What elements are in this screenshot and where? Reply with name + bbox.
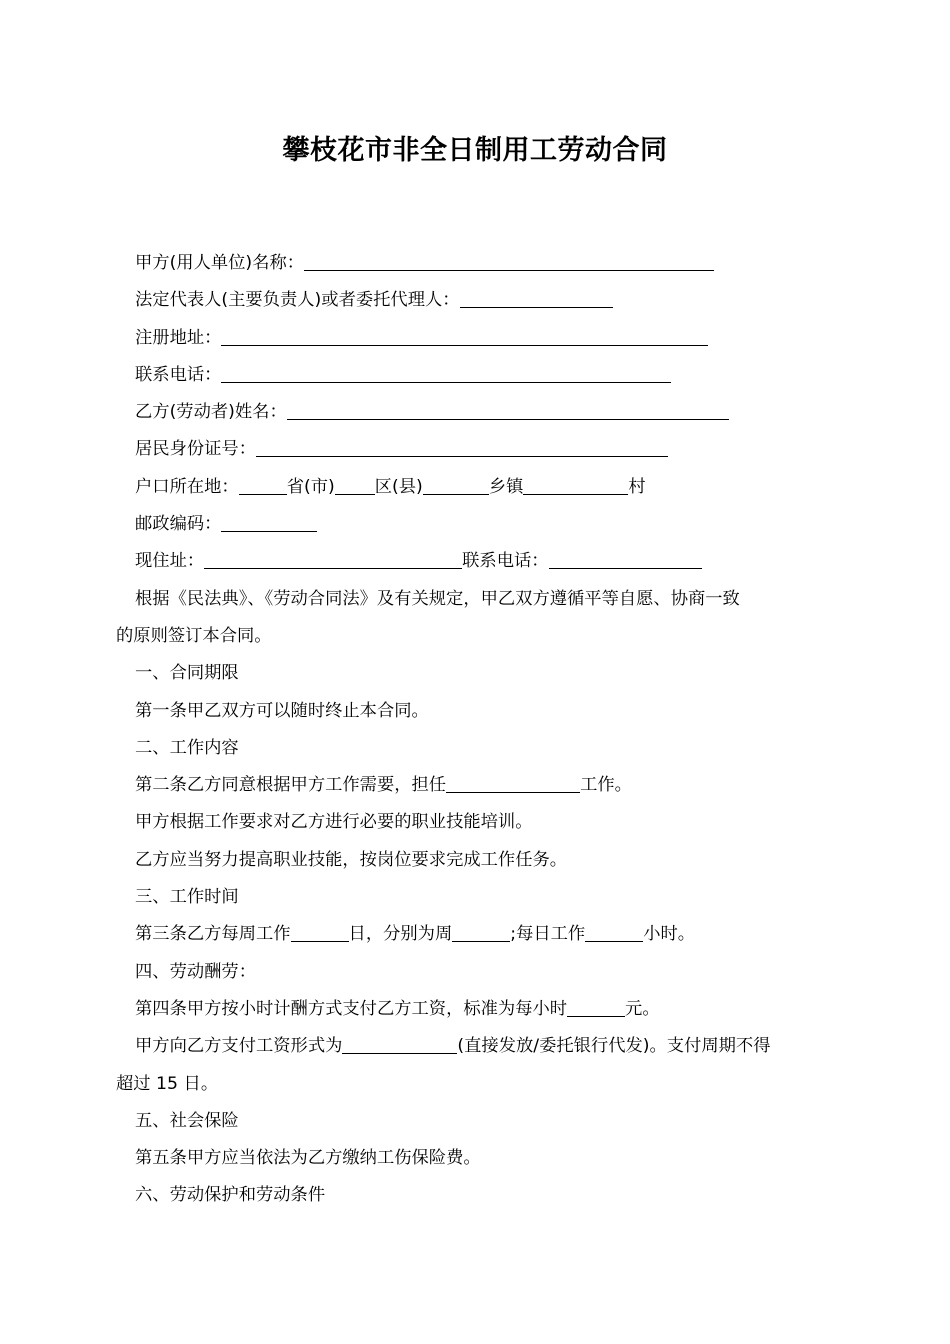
legal-rep-line <box>116 282 838 319</box>
phone-blank[interactable] <box>221 362 671 383</box>
document-title: 攀枝花市非全日制用工劳动合同 <box>282 135 668 166</box>
section-5-heading: 五、社会保险 <box>135 1110 239 1131</box>
days-per-week-blank[interactable] <box>291 921 349 942</box>
hours-per-day-blank[interactable] <box>585 921 643 942</box>
postcode-blank[interactable] <box>221 511 317 532</box>
article-3-weekday-label: 日，分别为周 <box>348 924 453 945</box>
phone-line <box>116 357 838 394</box>
worker-name-line <box>116 394 838 431</box>
reg-address-blank[interactable] <box>221 325 708 346</box>
article-1: 第一条甲乙双方可以随时终止本合同。 <box>135 700 429 721</box>
reg-address-line <box>116 320 838 357</box>
article-4 <box>116 991 838 1028</box>
id-number-label: 居民身份证号： <box>135 439 256 460</box>
current-address-label: 现住址： <box>135 551 205 572</box>
section-1-heading: 一、合同期限 <box>135 663 239 684</box>
legal-rep-label: 法定代表人(主要负责人)或者委托代理人： <box>135 290 460 311</box>
hukou-province-label: 省(市) <box>286 476 335 497</box>
hukou-district-label: 区(县) <box>374 476 423 497</box>
hukou-line <box>116 469 838 506</box>
worker-name-blank[interactable] <box>287 399 729 420</box>
payment-method-line-1 <box>116 1028 838 1065</box>
article-4-text: 第四条甲方按小时计酬方式支付乙方工资，标准为每小时 <box>135 998 568 1019</box>
hukou-village-label: 村 <box>628 476 646 497</box>
intro-paragraph-line-1: 根据《民法典》、《劳动合同法》及有关规定，甲乙双方遵循平等自愿、协商一致 <box>135 588 740 609</box>
training-paragraph: 甲方根据工作要求对乙方进行必要的职业技能培训。 <box>135 812 533 833</box>
legal-rep-blank[interactable] <box>460 287 613 308</box>
employer-name-blank[interactable] <box>304 250 714 271</box>
article-2-suffix: 工作。 <box>580 775 632 796</box>
hukou-village-blank[interactable] <box>523 474 628 495</box>
section-3-heading: 三、工作时间 <box>135 887 239 908</box>
article-2-text: 第二条乙方同意根据甲方工作需要，担任 <box>135 775 447 796</box>
skills-paragraph: 乙方应当努力提高职业技能，按岗位要求完成工作任务。 <box>135 849 568 870</box>
payment-method-text: 甲方向乙方支付工资形式为 <box>135 1036 343 1057</box>
article-2 <box>116 767 838 804</box>
article-3-text: 第三条乙方每周工作 <box>135 924 291 945</box>
payment-method-options: (直接发放/委托银行代发)。支付周期不得 <box>457 1036 771 1057</box>
intro-paragraph-line-2: 的原则签订本合同。 <box>116 625 272 646</box>
section-4-heading: 四、劳动酬劳： <box>135 961 256 982</box>
payment-method-blank[interactable] <box>342 1033 457 1054</box>
employer-name-line <box>116 245 838 282</box>
employer-name-label: 甲方(用人单位)名称： <box>135 253 305 273</box>
id-number-blank[interactable] <box>256 436 668 457</box>
contract-body <box>116 245 838 1215</box>
weekdays-blank[interactable] <box>452 921 510 942</box>
current-phone-label: 联系电话： <box>462 551 549 572</box>
hukou-district-blank[interactable] <box>335 474 375 495</box>
article-4-suffix: 元。 <box>625 998 660 1019</box>
article-3-suffix: 小时。 <box>643 924 696 945</box>
current-address-blank[interactable] <box>204 548 462 569</box>
postcode-label: 邮政编码： <box>135 514 222 535</box>
hukou-province-blank[interactable] <box>239 474 287 495</box>
hukou-label: 户口所在地： <box>135 476 239 497</box>
phone-label: 联系电话： <box>135 364 222 385</box>
section-2-heading: 二、工作内容 <box>135 737 239 758</box>
article-5: 第五条甲方应当依法为乙方缴纳工伤保险费。 <box>135 1148 481 1169</box>
current-phone-blank[interactable] <box>549 548 702 569</box>
hukou-town-label: 乡镇 <box>488 476 524 497</box>
article-3 <box>116 916 838 953</box>
job-title-blank[interactable] <box>446 772 580 793</box>
reg-address-label: 注册地址： <box>135 327 222 348</box>
id-number-line <box>116 431 838 468</box>
payment-method-line-2: 超过 15 日。 <box>116 1073 219 1094</box>
postcode-line <box>116 506 838 543</box>
hourly-rate-blank[interactable] <box>567 996 625 1017</box>
article-3-hours-label: ;每日工作 <box>510 924 586 945</box>
section-6-heading: 六、劳动保护和劳动条件 <box>135 1185 326 1206</box>
current-address-line <box>116 543 838 580</box>
hukou-town-blank[interactable] <box>423 474 489 495</box>
worker-name-label: 乙方(劳动者)姓名： <box>135 402 287 423</box>
